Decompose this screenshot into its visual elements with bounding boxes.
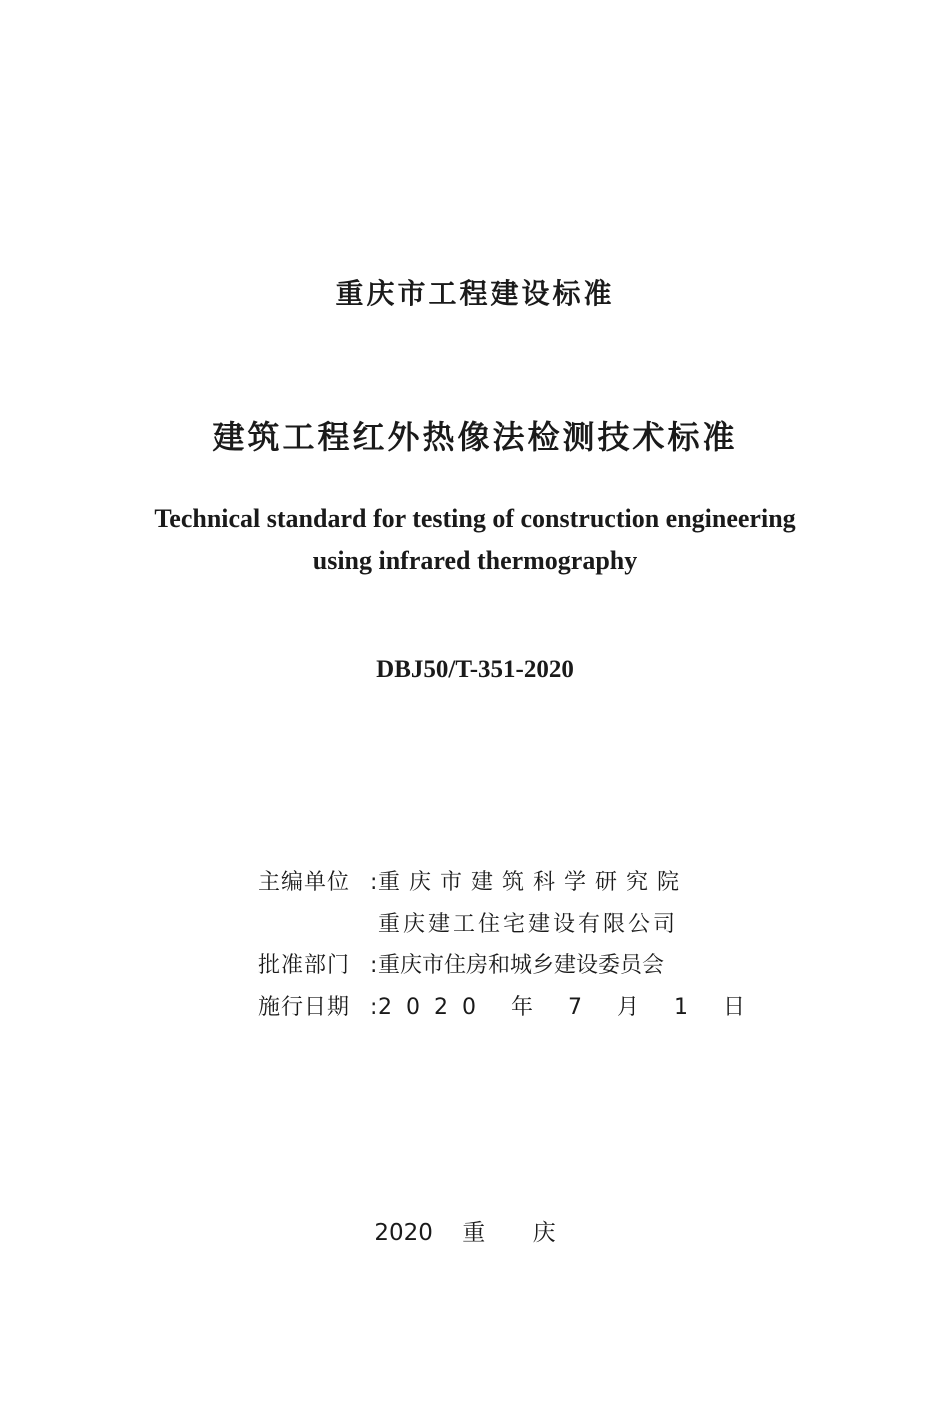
footer xyxy=(0,1214,950,1247)
approver-label: 批准部门 xyxy=(258,953,351,978)
series-title: 重庆市工程建设标准 xyxy=(335,277,615,310)
effective-date-row xyxy=(258,987,759,1029)
effective-date: 2020 年 7 月 1 日 xyxy=(378,994,759,1020)
standard-code: DBJ50/T-351-2020 xyxy=(376,656,574,683)
approver-row xyxy=(258,945,759,987)
chief-editor-row-2 xyxy=(258,904,759,946)
effective-label: 施行日期 xyxy=(258,994,351,1020)
english-title xyxy=(0,498,950,582)
english-title-line-2: using infrared thermography xyxy=(312,546,638,575)
chief-editor-row xyxy=(258,862,759,904)
colon: : xyxy=(370,994,378,1020)
publication-info xyxy=(258,862,759,1028)
main-title: 建筑工程红外热像法检测技术标准 xyxy=(212,418,738,456)
footer-year: 2020 xyxy=(374,1220,433,1246)
colon: : xyxy=(370,953,378,978)
chief-editor-2: 重庆建工住宅建设有限公司 xyxy=(378,911,679,937)
colon: : xyxy=(370,870,378,895)
chief-editor-1: 重庆市建筑科学研究院 xyxy=(378,870,689,895)
english-title-line-1: Technical standard for testing of construction engineering xyxy=(154,504,796,533)
approver: 重庆市住房和城乡建设委员会 xyxy=(378,953,665,978)
footer-city: 重 庆 xyxy=(462,1220,576,1246)
chief-editor-label: 主编单位 xyxy=(258,870,351,895)
